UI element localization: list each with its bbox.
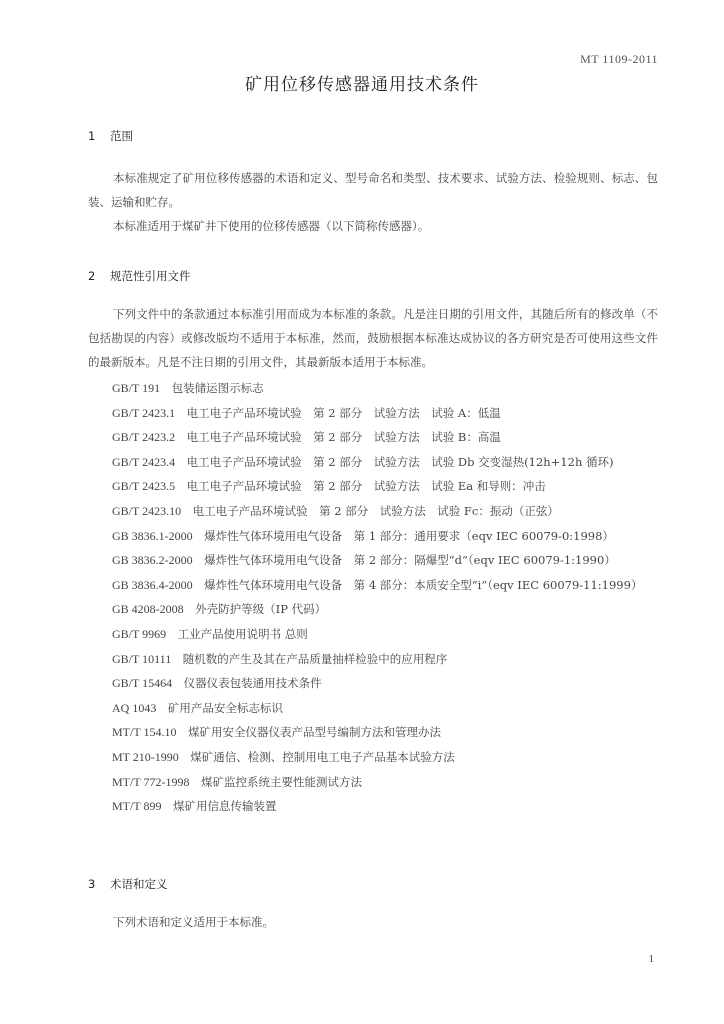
section-1-heading [88, 128, 133, 144]
section-3-paragraph-1: 下列术语和定义适用于本标准。 [113, 915, 274, 929]
reference-item [112, 622, 642, 647]
reference-code: GB/T 15464 [112, 676, 173, 691]
reference-title: 外壳防护等级（IP 代码） [195, 602, 327, 617]
reference-title: 爆炸性气体环境用电气设备 第 4 部分：本质安全型“i”（eqv IEC 60079-11:1999） [204, 577, 643, 592]
section-2-heading [88, 268, 191, 284]
reference-item [112, 573, 642, 598]
reference-title: 电工电子产品环境试验 第 2 部分 试验方法 试验 B：高温 [186, 430, 501, 445]
reference-code: GB/T 2423.1 [112, 405, 176, 420]
reference-title: 爆炸性气体环境用电气设备 第 2 部分：隔爆型“d”（eqv IEC 60079-1:1990） [204, 553, 616, 568]
reference-code: AQ 1043 [112, 700, 157, 715]
reference-title: 工业产品使用说明书 总则 [177, 626, 308, 641]
reference-item [112, 474, 642, 499]
reference-item [112, 548, 642, 573]
reference-code: GB 3836.1-2000 [112, 528, 193, 543]
reference-item [112, 425, 642, 450]
section-number: 3 [88, 877, 96, 891]
standard-code: MT 1109-2011 [580, 52, 658, 66]
reference-item [112, 597, 642, 622]
section-number: 1 [88, 129, 96, 143]
reference-item [112, 450, 642, 475]
reference-title: 电工电子产品环境试验 第 2 部分 试验方法 试验 Fc：振动（正弦） [192, 503, 559, 518]
section-3-heading [88, 876, 168, 892]
reference-title: 矿用产品安全标志标识 [167, 700, 283, 715]
section-title: 术语和定义 [110, 877, 168, 891]
reference-code: GB/T 2423.5 [112, 479, 176, 494]
reference-code: GB/T 10111 [112, 651, 172, 666]
reference-title: 煤矿用信息传输装置 [172, 799, 277, 814]
reference-code: GB/T 2423.4 [112, 454, 176, 469]
reference-code: MT/T 772-1998 [112, 774, 190, 789]
reference-title: 随机数的产生及其在产品质量抽样检验中的应用程序 [182, 651, 448, 666]
reference-title: 仪器仪表包装通用技术条件 [183, 676, 322, 691]
section-1-paragraph-1: 本标准规定了矿用位移传感器的术语和定义、型号命名和类型、技术要求、试验方法、检验规则、标志、包装、运输和贮存。 [88, 171, 658, 209]
section-1-paragraph-2: 本标准适用于煤矿井下使用的位移传感器（以下简称传感器）。 [113, 219, 430, 233]
reference-item [112, 671, 642, 696]
reference-item [112, 499, 642, 524]
reference-title: 煤矿用安全仪器仪表产品型号编制方法和管理办法 [187, 725, 441, 740]
reference-code: GB/T 9969 [112, 626, 167, 641]
reference-code: GB/T 2423.2 [112, 430, 176, 445]
section-title: 范围 [110, 129, 133, 143]
reference-title: 电工电子产品环境试验 第 2 部分 试验方法 试验 A：低温 [186, 405, 501, 420]
reference-code: MT/T 154.10 [112, 725, 177, 740]
reference-title: 电工电子产品环境试验 第 2 部分 试验方法 试验 Ea 和导则：冲击 [186, 479, 546, 494]
reference-item [112, 647, 642, 672]
reference-title: 电工电子产品环境试验 第 2 部分 试验方法 试验 Db 交变湿热(12h+12h 循环) [186, 454, 614, 469]
reference-item [112, 524, 642, 549]
page-number: 1 [648, 953, 654, 965]
reference-code: GB 3836.2-2000 [112, 553, 193, 568]
reference-item [112, 794, 642, 819]
section-2-paragraph-1: 下列文件中的条款通过本标准引用而成为本标准的条款。凡是注日期的引用文件，其随后所有的修改单（不包括勘误的内容）或修改版均不适用于本标准，然而，鼓励根据本标准达成协议的各方研究是否可使用这些文件的最新版本。凡是不注日期的引用文件，其最新版本适用于本标准。 [88, 307, 658, 369]
section-title: 规范性引用文件 [110, 269, 191, 283]
reference-item [112, 770, 642, 795]
reference-code: MT/T 899 [112, 799, 162, 814]
reference-title: 煤矿通信、检测、控制用电工电子产品基本试验方法 [190, 749, 455, 764]
reference-code: GB 3836.4-2000 [112, 577, 193, 592]
reference-title: 包装储运图示标志 [171, 381, 264, 395]
reference-item [112, 401, 642, 426]
reference-code: GB 4208-2008 [112, 602, 184, 617]
reference-title: 煤矿监控系统主要性能测试方法 [200, 774, 362, 789]
section-number: 2 [88, 269, 96, 283]
reference-item [112, 745, 642, 770]
reference-item [112, 696, 642, 721]
document-title: 矿用位移传感器通用技术条件 [245, 75, 479, 95]
reference-code: MT 210-1990 [112, 749, 179, 764]
normative-reference-list [112, 376, 642, 819]
reference-title: 爆炸性气体环境用电气设备 第 1 部分：通用要求（eqv IEC 60079-0:1998） [204, 528, 614, 543]
reference-item [112, 720, 642, 745]
reference-item [112, 376, 642, 401]
reference-code: GB/T 191 [112, 381, 161, 395]
reference-code: GB/T 2423.10 [112, 503, 182, 518]
